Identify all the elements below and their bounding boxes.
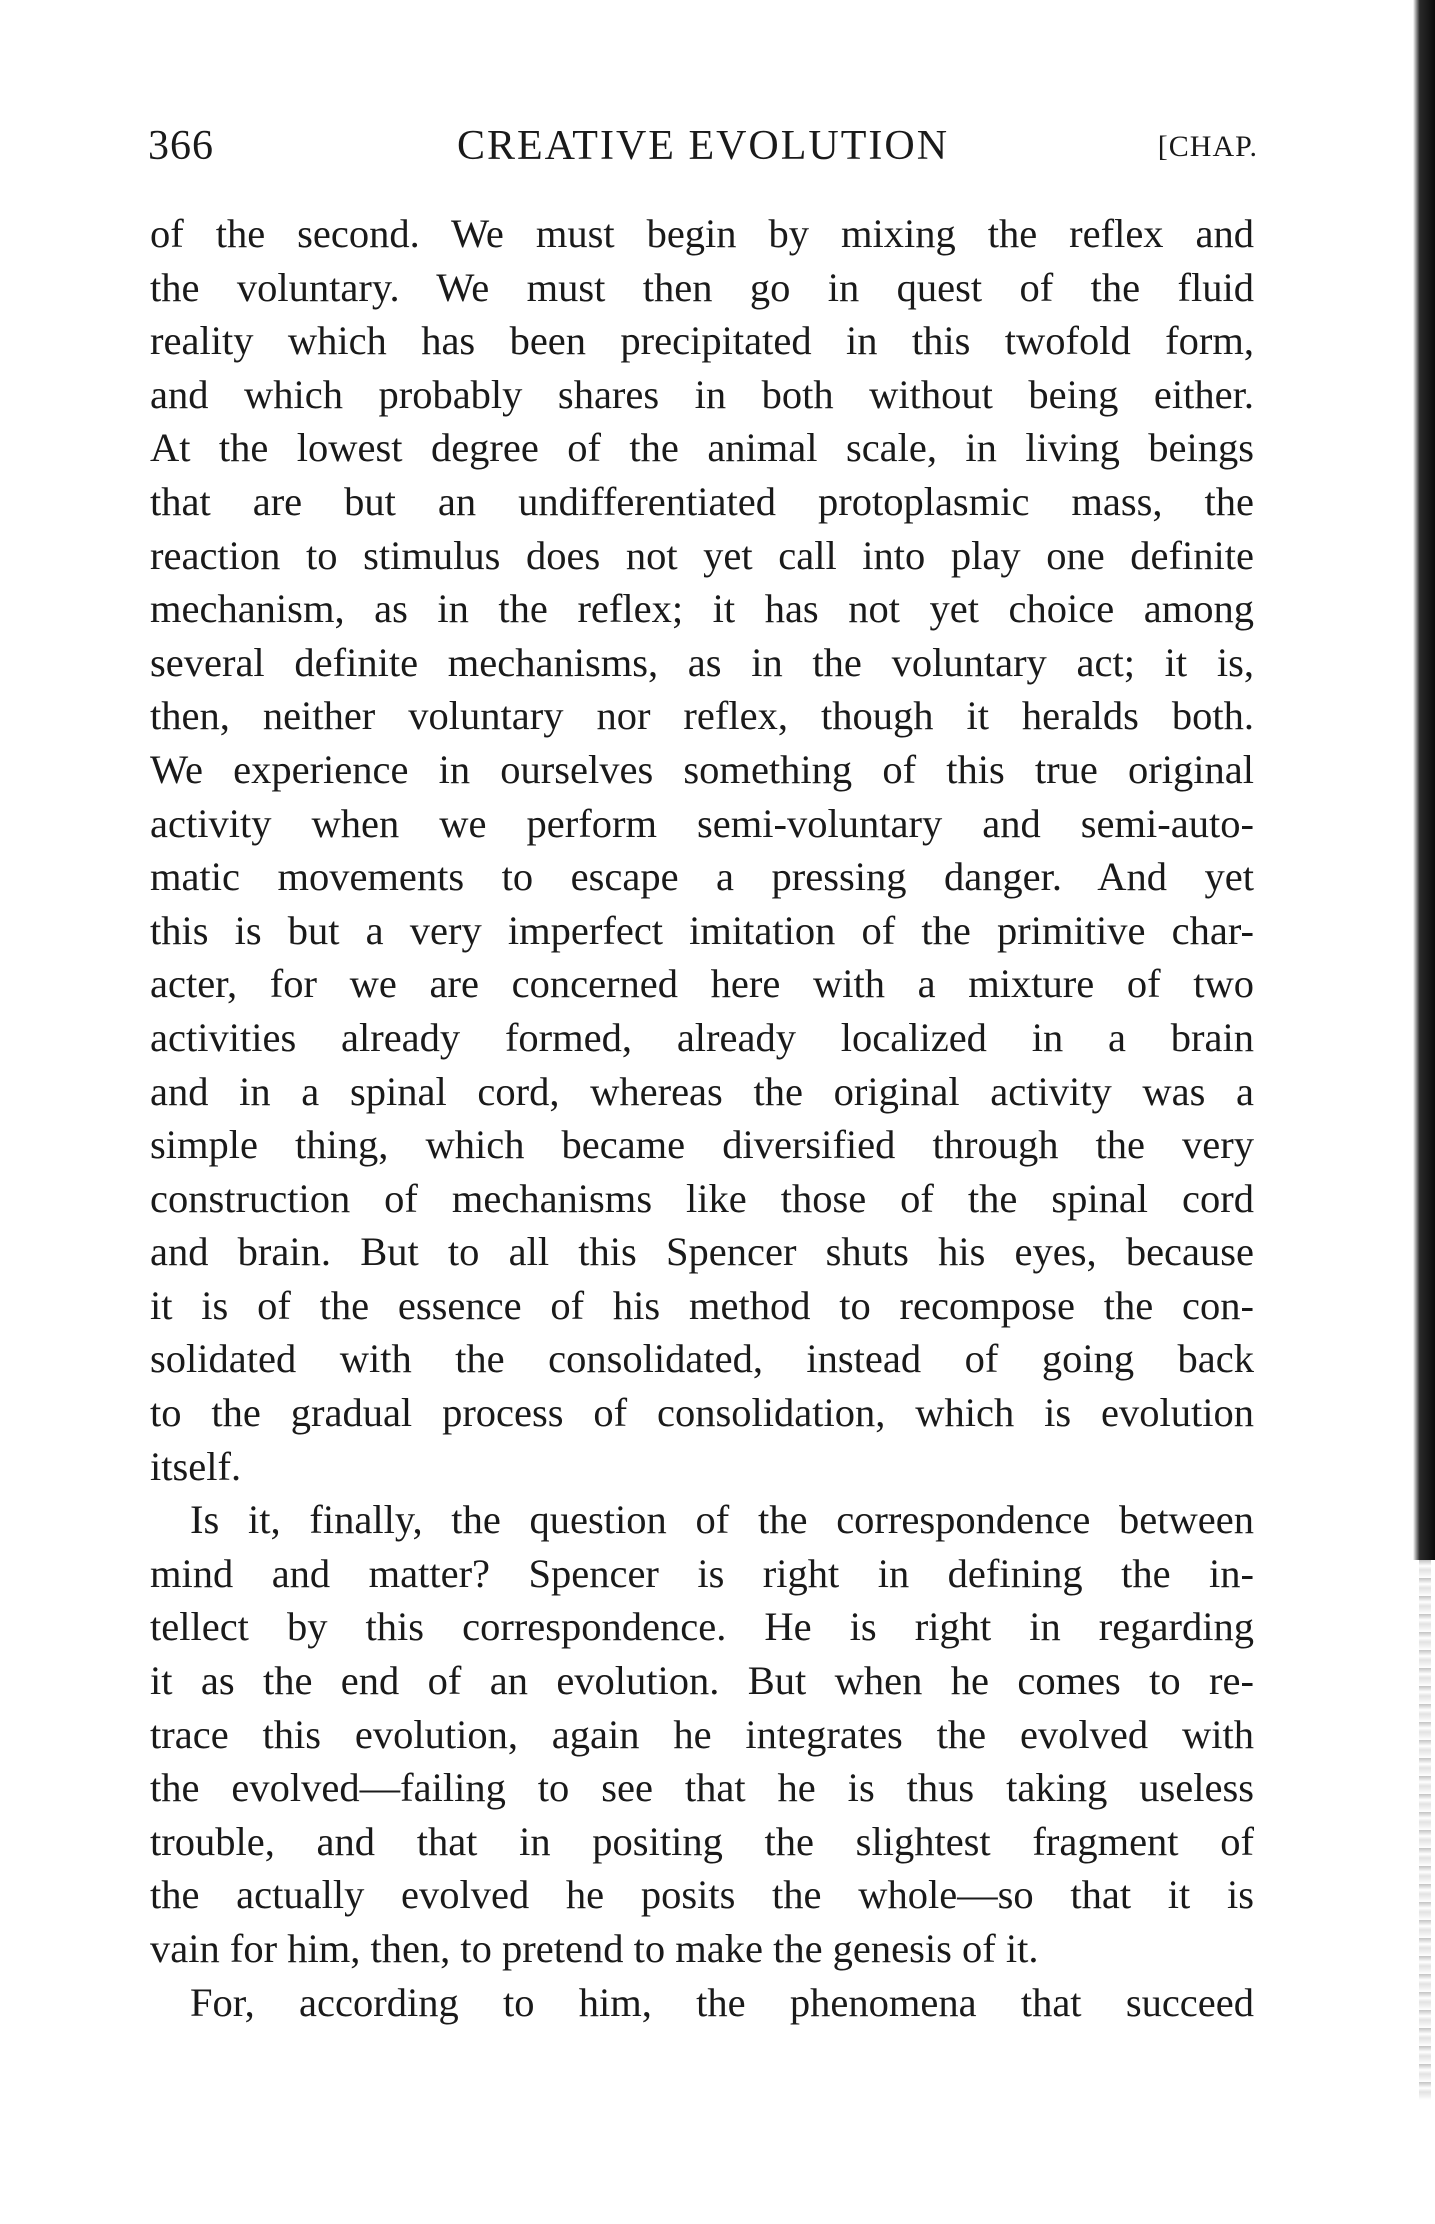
text-line: then, neither voluntary nor reflex, though it heralds both.: [150, 693, 1254, 739]
text-line: and in a spinal cord, whereas the original activity was a: [150, 1068, 1254, 1114]
text-line: itself.: [150, 1443, 242, 1489]
text-line: to the gradual process of consolidation, which is evolution: [150, 1390, 1254, 1436]
text-line: it is of the essence of his method to recompose the con-: [150, 1282, 1254, 1328]
text-line: matic movements to escape a pressing danger. And yet: [150, 854, 1254, 900]
text-line: and which probably shares in both without being either.: [150, 371, 1254, 417]
text-line: solidated with the consolidated, instead of going back: [150, 1336, 1254, 1382]
page-number: 366: [148, 123, 214, 169]
text-line: reality which has been precipitated in this twofold form,: [150, 318, 1254, 364]
running-title: CREATIVE EVOLUTION: [456, 123, 950, 169]
text-line: several definite mechanisms, as in the voluntary act; it is,: [150, 639, 1254, 685]
text-line: reaction to stimulus does not yet call into play one definite: [150, 532, 1254, 578]
text-line: mind and matter? Spencer is right in defining the in-: [150, 1550, 1254, 1596]
text-line: We experience in ourselves something of this true original: [150, 746, 1254, 792]
text-line: At the lowest degree of the animal scale, in living beings: [150, 425, 1254, 471]
text-line: the actually evolved he posits the whole—so that it is: [150, 1872, 1254, 1918]
text-line: For, according to him, the phenomena that succeed: [190, 1979, 1254, 2025]
text-line: of the second. We must begin by mixing the reflex and: [150, 211, 1254, 256]
binding-edge-wear: [1419, 1560, 1431, 2100]
text-line: and brain. But to all this Spencer shuts his eyes, because: [150, 1229, 1254, 1275]
text-line: the evolved—failing to see that he is thus taking useless: [150, 1765, 1254, 1811]
text-line: acter, for we are concerned here with a mixture of two: [150, 961, 1254, 1007]
text-line: construction of mechanisms like those of the spinal cord: [150, 1175, 1254, 1221]
page-header: [148, 122, 1258, 182]
text-line: it as the end of an evolution. But when he comes to re-: [150, 1658, 1254, 1704]
text-line: Is it, finally, the question of the correspondence between: [190, 1497, 1254, 1543]
text-line: vain for him, then, to pretend to make the genesis of it.: [150, 1926, 1039, 1971]
chapter-mark: [CHAP.: [1157, 130, 1258, 163]
text-line: trace this evolution, again he integrates the evolved with: [150, 1711, 1254, 1757]
text-line: the voluntary. We must then go in quest of the fluid: [150, 264, 1254, 310]
text-line: mechanism, as in the reflex; it has not yet choice among: [150, 586, 1254, 632]
text-line: activities already formed, already localized in a brain: [150, 1014, 1254, 1060]
binding-shadow: [1413, 0, 1435, 1560]
text-line: trouble, and that in positing the slightest fragment of: [150, 1818, 1254, 1864]
text-line: this is but a very imperfect imitation of the primitive char-: [150, 907, 1254, 953]
text-line: simple thing, which became diversified through the very: [150, 1122, 1254, 1168]
text-line: activity when we perform semi-voluntary and semi-auto-: [150, 800, 1254, 846]
body-text: [150, 207, 1254, 2029]
text-line: that are but an undifferentiated protoplasmic mass, the: [150, 478, 1254, 524]
text-line: tellect by this correspondence. He is right in regarding: [150, 1604, 1254, 1650]
